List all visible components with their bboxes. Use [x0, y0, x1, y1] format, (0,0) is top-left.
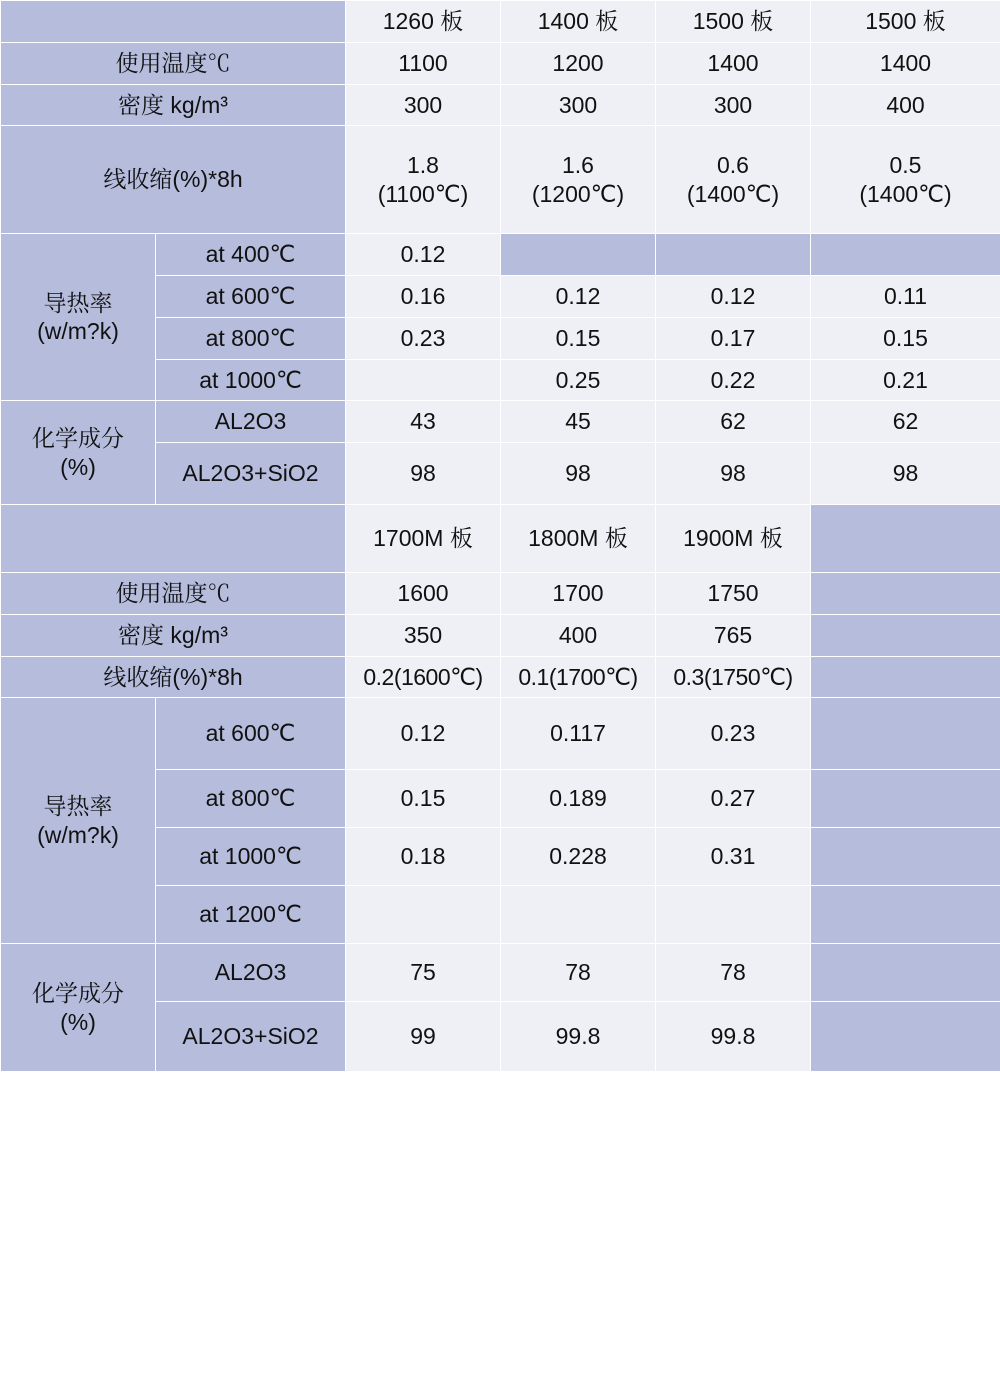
row-density-1 [1, 84, 1000, 126]
row-linear-shrinkage-1 [1, 126, 1000, 234]
cell-r8-c1: AL2O3 [156, 401, 346, 443]
cell-r17-c4 [811, 886, 1000, 944]
cell-r0-c1: 1260 板 [346, 1, 501, 43]
cell-r15-c4 [811, 770, 1000, 828]
cell-r13-c0: 线收缩(%)*8h [1, 656, 346, 698]
cell-r15-c0: at 800℃ [156, 770, 346, 828]
cell-r4-c5 [811, 234, 1000, 276]
row-use-temperature-2 [1, 573, 1000, 615]
cell-r0-c4: 1500 板 [811, 1, 1000, 43]
cell-r5-c0: at 600℃ [156, 276, 346, 318]
cell-r4-c4 [656, 234, 811, 276]
row-conductivity-400-1 [1, 234, 1000, 276]
cell-r7-c4: 0.21 [811, 359, 1000, 401]
cell-r2-c1: 300 [346, 84, 501, 126]
cell-r0-c2: 1400 板 [501, 1, 656, 43]
cell-r7-c3: 0.22 [656, 359, 811, 401]
cell-r11-c0: 使用温度℃ [1, 573, 346, 615]
cell-r3-c1: 1.8 (1100℃) [346, 126, 501, 234]
cell-r8-c0: 化学成分 (%) [1, 401, 156, 505]
cell-r1-c2: 1200 [501, 42, 656, 84]
cell-r11-c3: 1750 [656, 573, 811, 615]
cell-r9-c2: 98 [501, 443, 656, 505]
cell-r12-c2: 400 [501, 614, 656, 656]
cell-r7-c0: at 1000℃ [156, 359, 346, 401]
cell-r13-c3: 0.3(1750℃) [656, 656, 811, 698]
cell-r19-c4 [811, 1002, 1000, 1072]
cell-r3-c2: 1.6 (1200℃) [501, 126, 656, 234]
cell-r18-c3: 78 [501, 944, 656, 1002]
cell-r8-c2: 43 [346, 401, 501, 443]
cell-r17-c1 [346, 886, 501, 944]
cell-r6-c2: 0.15 [501, 317, 656, 359]
row-linear-shrinkage-2 [1, 656, 1000, 698]
cell-r15-c1: 0.15 [346, 770, 501, 828]
cell-r13-c1: 0.2(1600℃) [346, 656, 501, 698]
cell-r18-c2: 75 [346, 944, 501, 1002]
cell-r1-c1: 1100 [346, 42, 501, 84]
cell-r5-c4: 0.11 [811, 276, 1000, 318]
cell-r19-c0: AL2O3+SiO2 [156, 1002, 346, 1072]
cell-r13-c4 [811, 656, 1000, 698]
cell-r4-c1: at 400℃ [156, 234, 346, 276]
header-row-2 [1, 505, 1000, 573]
cell-r16-c1: 0.18 [346, 828, 501, 886]
table-body [1, 1, 1000, 1072]
cell-r9-c3: 98 [656, 443, 811, 505]
cell-r3-c4: 0.5 (1400℃) [811, 126, 1000, 234]
cell-r10-c3: 1900M 板 [656, 505, 811, 573]
cell-r4-c2: 0.12 [346, 234, 501, 276]
cell-r8-c3: 45 [501, 401, 656, 443]
cell-r2-c2: 300 [501, 84, 656, 126]
cell-r9-c0: AL2O3+SiO2 [156, 443, 346, 505]
cell-r19-c1: 99 [346, 1002, 501, 1072]
cell-r19-c3: 99.8 [656, 1002, 811, 1072]
cell-r2-c3: 300 [656, 84, 811, 126]
row-density-2 [1, 614, 1000, 656]
cell-r17-c0: at 1200℃ [156, 886, 346, 944]
cell-r4-c0: 导热率 (w/m?k) [1, 234, 156, 401]
cell-r16-c3: 0.31 [656, 828, 811, 886]
cell-r7-c2: 0.25 [501, 359, 656, 401]
cell-r9-c1: 98 [346, 443, 501, 505]
cell-r15-c2: 0.189 [501, 770, 656, 828]
cell-r11-c4 [811, 573, 1000, 615]
cell-r1-c0: 使用温度℃ [1, 42, 346, 84]
cell-r8-c4: 62 [656, 401, 811, 443]
cell-r3-c3: 0.6 (1400℃) [656, 126, 811, 234]
cell-r12-c1: 350 [346, 614, 501, 656]
cell-r0-c3: 1500 板 [656, 1, 811, 43]
cell-r16-c2: 0.228 [501, 828, 656, 886]
cell-r2-c4: 400 [811, 84, 1000, 126]
cell-r10-c4 [811, 505, 1000, 573]
cell-r11-c2: 1700 [501, 573, 656, 615]
row-use-temperature-1 [1, 42, 1000, 84]
cell-r1-c3: 1400 [656, 42, 811, 84]
cell-r5-c3: 0.12 [656, 276, 811, 318]
header-row-1 [1, 1, 1000, 43]
cell-r6-c1: 0.23 [346, 317, 501, 359]
cell-r8-c5: 62 [811, 401, 1000, 443]
cell-r17-c3 [656, 886, 811, 944]
cell-r5-c1: 0.16 [346, 276, 501, 318]
cell-r6-c3: 0.17 [656, 317, 811, 359]
cell-r13-c2: 0.1(1700℃) [501, 656, 656, 698]
cell-r10-c1: 1700M 板 [346, 505, 501, 573]
cell-r12-c3: 765 [656, 614, 811, 656]
cell-r3-c0: 线收缩(%)*8h [1, 126, 346, 234]
cell-r14-c0: 导热率 (w/m?k) [1, 698, 156, 944]
row-al2o3-2 [1, 944, 1000, 1002]
cell-r14-c3: 0.117 [501, 698, 656, 770]
cell-r5-c2: 0.12 [501, 276, 656, 318]
cell-r17-c2 [501, 886, 656, 944]
cell-r7-c1 [346, 359, 501, 401]
cell-r16-c0: at 1000℃ [156, 828, 346, 886]
cell-r14-c5 [811, 698, 1000, 770]
cell-r4-c3 [501, 234, 656, 276]
cell-r12-c0: 密度 kg/m³ [1, 614, 346, 656]
cell-r1-c4: 1400 [811, 42, 1000, 84]
cell-r15-c3: 0.27 [656, 770, 811, 828]
cell-r11-c1: 1600 [346, 573, 501, 615]
cell-r18-c5 [811, 944, 1000, 1002]
cell-r18-c4: 78 [656, 944, 811, 1002]
cell-r14-c2: 0.12 [346, 698, 501, 770]
cell-r10-c2: 1800M 板 [501, 505, 656, 573]
cell-r0-c0 [1, 1, 346, 43]
cell-r18-c0: 化学成分 (%) [1, 944, 156, 1072]
cell-r10-c0 [1, 505, 346, 573]
cell-r14-c1: at 600℃ [156, 698, 346, 770]
cell-r6-c4: 0.15 [811, 317, 1000, 359]
cell-r19-c2: 99.8 [501, 1002, 656, 1072]
row-conductivity-600-2 [1, 698, 1000, 770]
cell-r18-c1: AL2O3 [156, 944, 346, 1002]
row-al2o3-1 [1, 401, 1000, 443]
cell-r2-c0: 密度 kg/m³ [1, 84, 346, 126]
cell-r9-c4: 98 [811, 443, 1000, 505]
cell-r16-c4 [811, 828, 1000, 886]
cell-r12-c4 [811, 614, 1000, 656]
cell-r6-c0: at 800℃ [156, 317, 346, 359]
cell-r14-c4: 0.23 [656, 698, 811, 770]
